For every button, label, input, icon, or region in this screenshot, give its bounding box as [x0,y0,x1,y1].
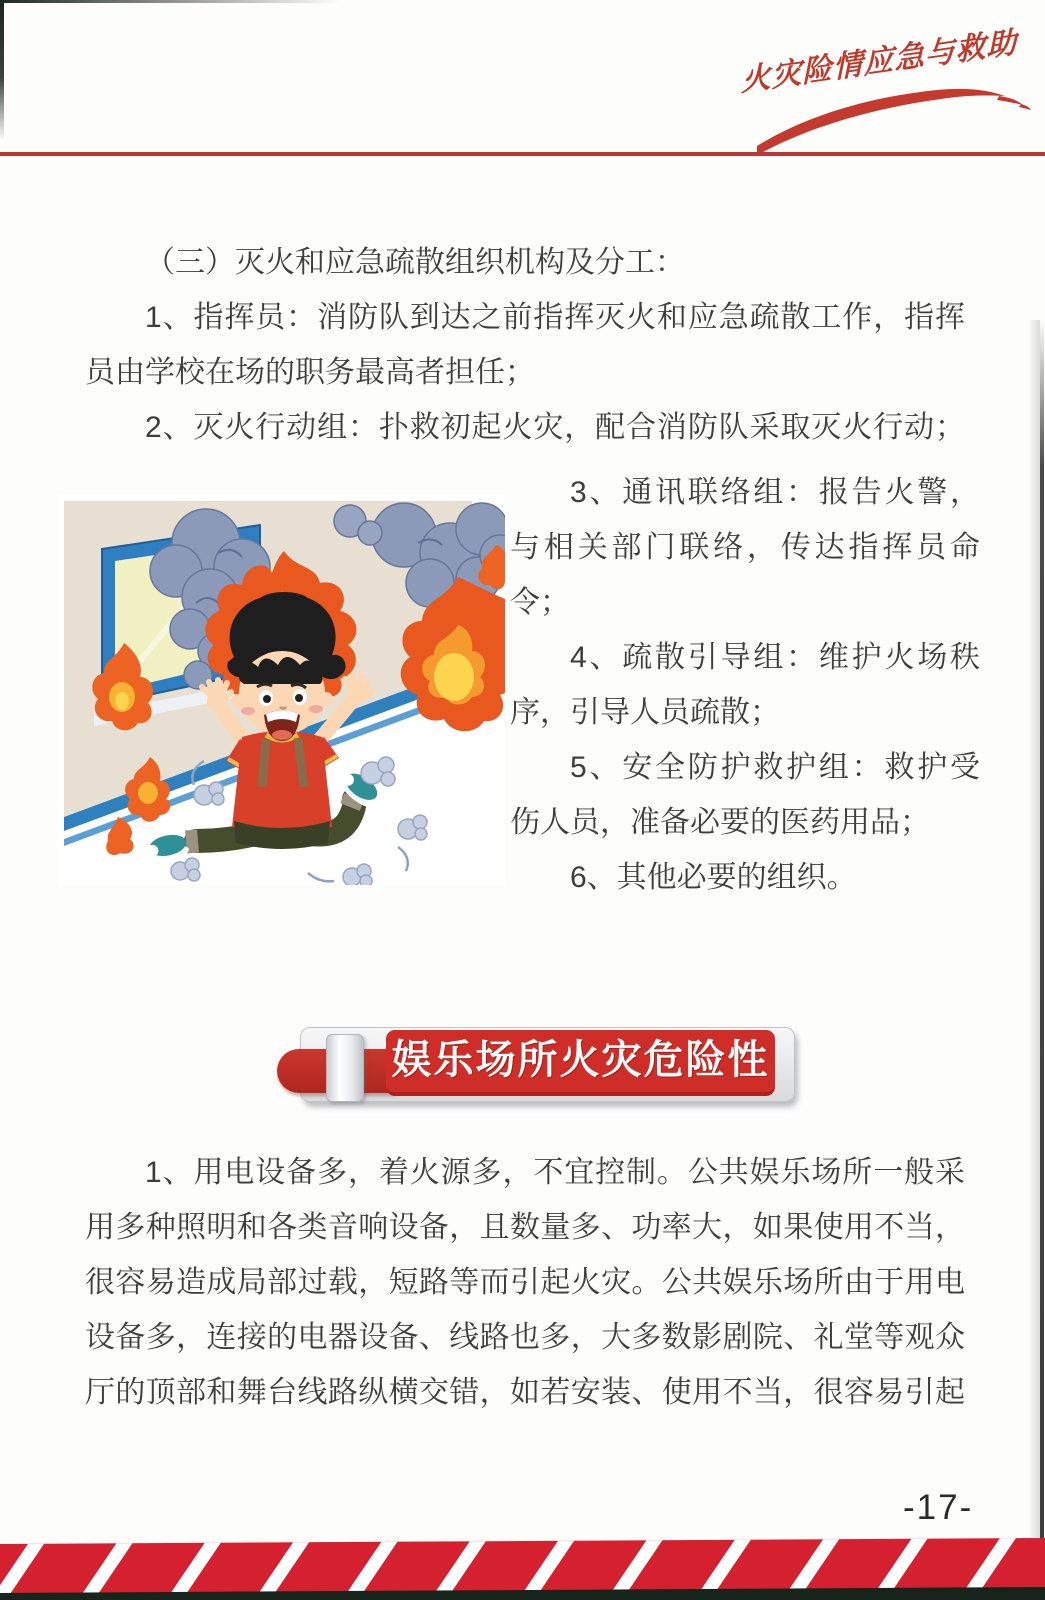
hazard-p1-line5: 厅的顶部和舞台线路纵横交错，如若安装、使用不当，很容易引起 [85,1376,965,1409]
org-p4-line2: 序，引导人员疏散； [510,696,780,729]
banner-ribbon-clip [326,1034,364,1102]
hazard-p1-line1: 1、用电设备多，着火源多，不宜控制。公共娱乐场所一般采 [145,1156,965,1189]
org-p5-line1: 5、安全防护救护组：救护受 [570,751,980,784]
org-p1-line1: 1、指挥员：消防队到达之前指挥灭火和应急疏散工作，指挥 [145,301,965,334]
org-p3-line3: 令； [510,586,570,619]
banner-title: 娱乐场所火灾危险性 [386,1030,775,1096]
scan-edge-left [0,0,4,140]
hazard-p1-line3: 很容易造成局部过载，短路等而引起火灾。公共娱乐场所由于用电 [85,1266,965,1299]
section-banner [277,1026,793,1102]
org-p3-line2: 与相关部门联络，传达指挥员命 [510,531,980,564]
header-script-title: 火灾险情应急与救助 [740,25,1018,98]
fire-escape-illustration [58,495,505,885]
footer-hazard-stripes [0,1538,1045,1600]
org-section [85,235,965,455]
header-rule [0,152,1045,156]
org-p3-line1: 3、通讯联络组：报告火警， [570,476,980,509]
hazard-section [85,1145,965,1420]
org-p5-line2: 伤人员，准备必要的医药用品； [510,806,930,839]
page-number: -17- [903,1488,974,1527]
org-section-right-column [510,465,980,905]
scan-edge-top [0,0,340,3]
boy-strap-left [262,739,266,787]
boy-shirt [232,731,332,834]
boy-strap-right [298,738,304,787]
org-p2: 2、灭火行动组：扑救初起火灾，配合消防队采取灭火行动； [145,411,965,444]
scan-edge-right [1040,320,1044,1542]
org-p4-line1: 4、疏散引导组：维护火场秩 [570,641,980,674]
org-p6: 6、其他必要的组织。 [570,861,857,894]
hazard-p1-line2: 用多种照明和各类音响设备，且数量多、功率大，如果使用不当， [85,1211,965,1244]
scan-edge-right-shadow [1028,320,1040,1542]
hazard-p1-line4: 设备多，连接的电器设备、线路也多，大多数影剧院、礼堂等观众 [85,1321,965,1354]
org-p1-line2: 员由学校在场的职务最高者担任； [85,356,535,389]
org-heading: （三）灭火和应急疏散组织机构及分工： [145,246,685,279]
